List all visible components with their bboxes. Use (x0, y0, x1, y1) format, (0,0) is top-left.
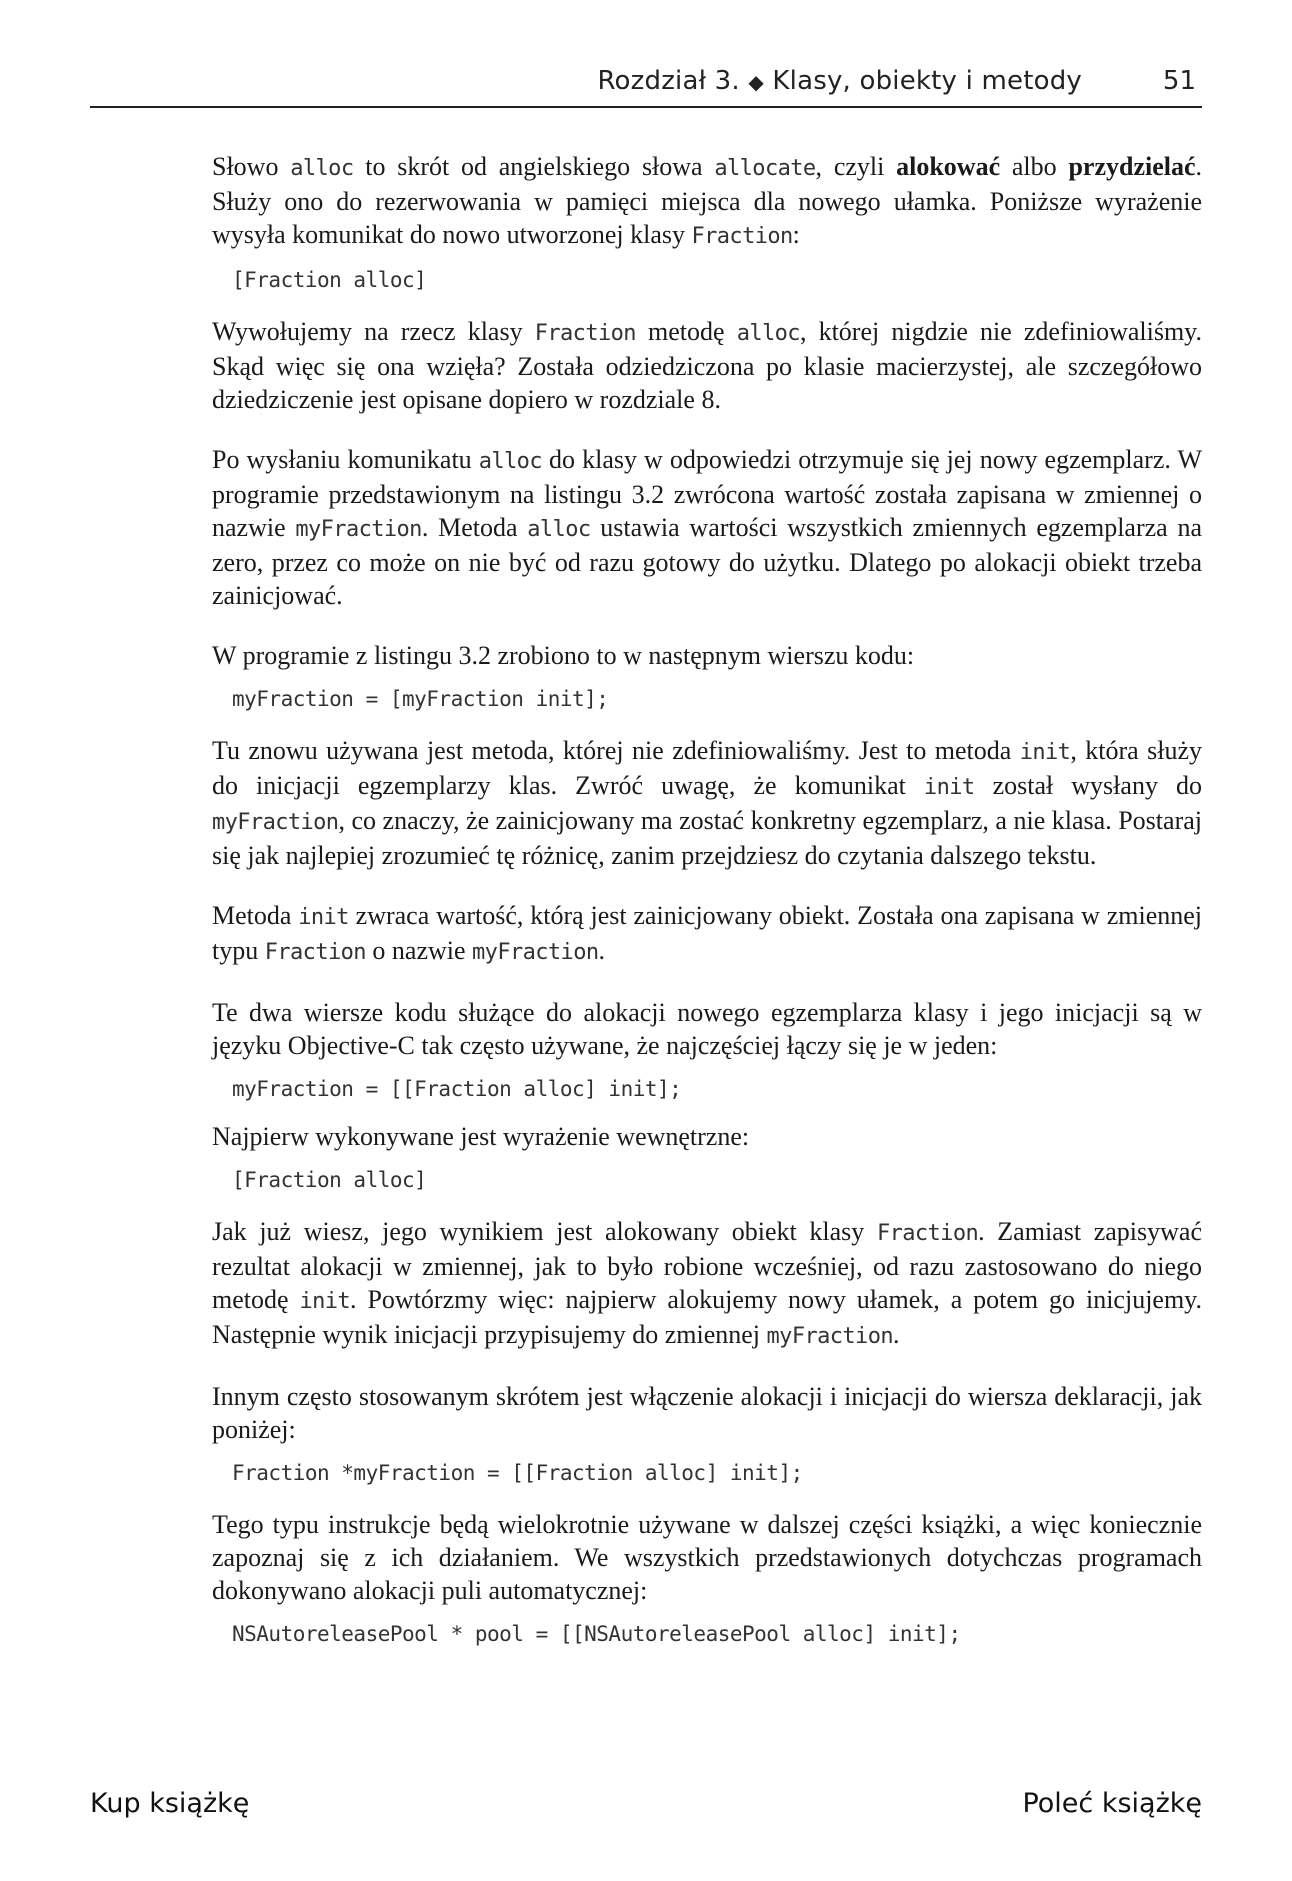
text-run: metodę (635, 317, 737, 346)
inline-code: myFraction (472, 940, 599, 965)
paragraph-5 (212, 734, 1202, 872)
running-head (597, 66, 1082, 96)
inline-code: init (923, 775, 975, 800)
text-run: . Zamiast zapisywać rezultat alokacji w zmiennej, jak to było robione wcześniej, od razu zastosowano do niego metodę (212, 1217, 1202, 1314)
text-run: Tu znowu używana jest metoda, której nie zdefiniowaliśmy. Jest to metoda (212, 736, 1020, 765)
text-run: to skrót od angielskiego słowa (353, 152, 715, 181)
text-run: Po wysłaniu komunikatu (212, 445, 479, 474)
inline-code: init (299, 1289, 351, 1314)
text-run: Jak już wiesz, jego wynikiem jest alokowany obiekt klasy (212, 1217, 877, 1246)
text-run: zwraca wartość, którą jest zainicjowany obiekt. Została ona zapisana w zmiennej typu (212, 901, 1203, 965)
inline-code: init (298, 905, 349, 930)
text-run: : (792, 220, 800, 249)
buy-book-link[interactable]: Kup książkę (90, 1788, 250, 1819)
inline-code: alloc (527, 517, 591, 542)
bold-term: alokować (896, 152, 1001, 181)
text-run: został wysłany do (974, 771, 1202, 800)
text-run: Słowo (212, 152, 291, 181)
paragraph-11: Tego typu instrukcje będą wielokrotnie używane w dalszej części książki, a więc koniecznie zapoznaj się z ich działaniem. We wszystkich przedstawionych dotychczas programach dokonywano alokacji puli automatycznej: (212, 1510, 1202, 1605)
text-run: o nazwie (365, 936, 473, 965)
paragraph-4: W programie z listingu 3.2 zrobiono to w następnym wierszu kodu: (212, 641, 915, 670)
diamond-icon: ◆ (748, 70, 764, 94)
text-run: . Metoda (421, 513, 528, 542)
code-block-4: [Fraction alloc] (232, 1168, 427, 1192)
text-run: , czyli (815, 152, 897, 181)
paragraph-2 (212, 315, 1202, 416)
inline-code: Fraction (534, 321, 636, 346)
text-run: ustawia wartości wszystkich zmiennych egzemplarza na zero, przez co może on nie być od razu gotowy do użytku. Dlatego po alokacji obiekt trzeba zainicjować. (212, 513, 1203, 610)
paragraph-10: Innym często stosowanym skrótem jest włączenie alokacji i inicjacji do wiersza deklaracji, jak poniżej: (212, 1382, 1202, 1444)
inline-code: myFraction (766, 1324, 893, 1349)
paragraph-1 (212, 150, 1202, 253)
text-run: , której nigdzie nie zdefiniowaliśmy. Skąd więc się ona wzięła? Została odziedziczona po klasie macierzystej, ale szczegółowo dziedziczenie jest opisane dopiero w rozdziale 8. (212, 317, 1202, 414)
code-block-3: myFraction = [[Fraction alloc] init]; (232, 1077, 682, 1101)
text-run: , która służy do inicjacji egzemplarzy klas. Zwróć uwagę, że komunikat (212, 736, 1202, 800)
inline-code: Fraction (264, 940, 366, 965)
text-run: , co znaczy, że zainicjowany ma zostać konkretny egzemplarz, a nie klasa. Postaraj się jak najlepiej zrozumieć tę różnicę, zanim przejdziesz do czytania dalszego tekstu. (212, 806, 1202, 870)
inline-code: alloc (736, 321, 800, 346)
page-header (90, 62, 1202, 108)
inline-code: Fraction (876, 1221, 979, 1246)
paragraph-6 (212, 899, 1202, 969)
inline-code: myFraction (295, 517, 422, 542)
inline-code: allocate (714, 156, 816, 181)
text-run: . (598, 936, 605, 965)
page-number: 51 (1162, 66, 1196, 96)
inline-code: alloc (478, 449, 542, 474)
inline-code: myFraction (212, 810, 339, 835)
inline-code: init (1019, 740, 1071, 765)
paragraph-7: Te dwa wiersze kodu służące do alokacji nowego egzemplarza klasy i jego inicjacji są w języku Objective-C tak często używane, że najczęściej łączy się je w jeden: (212, 998, 1202, 1060)
recommend-book-link[interactable]: Poleć książkę (1022, 1788, 1202, 1819)
paragraph-9 (212, 1215, 1202, 1353)
bold-term: przydzielać (1068, 152, 1196, 181)
text-run: albo (1000, 152, 1069, 181)
text-run: do klasy w odpowiedzi otrzymuje się jej nowy egzemplarz. W programie przedstawionym na listingu 3.2 zwrócona wartość została zapisana w zmiennej o nazwie (212, 445, 1202, 542)
paragraph-3 (212, 443, 1202, 612)
chapter-label: Rozdział 3. (597, 66, 740, 96)
page-body (212, 150, 1202, 1649)
text-run: Metoda (212, 901, 299, 930)
code-block-6: NSAutoreleasePool * pool = [[NSAutoreleasePool alloc] init]; (232, 1622, 961, 1646)
inline-code: alloc (290, 156, 354, 181)
inline-code: Fraction (691, 224, 793, 249)
text-run: . Służy ono do rezerwowania w pamięci miejsca dla nowego ułamka. Poniższe wyrażenie wysyła komunikat do nowo utworzonej klasy (212, 152, 1203, 249)
code-block-1: [Fraction alloc] (232, 268, 427, 292)
chapter-title: Klasy, obiekty i metody (772, 66, 1082, 96)
text-run: . (892, 1320, 900, 1349)
text-run: Wywołujemy na rzecz klasy (212, 317, 535, 346)
code-block-2: myFraction = [myFraction init]; (232, 687, 609, 711)
code-block-5: Fraction *myFraction = [[Fraction alloc] init]; (232, 1461, 803, 1485)
paragraph-8: Najpierw wykonywane jest wyrażenie wewnętrzne: (212, 1122, 750, 1151)
text-run: . Powtórzmy więc: najpierw alokujemy nowy ułamek, a potem go inicjujemy. Następnie wynik inicjacji przypisujemy do zmiennej (212, 1285, 1202, 1349)
